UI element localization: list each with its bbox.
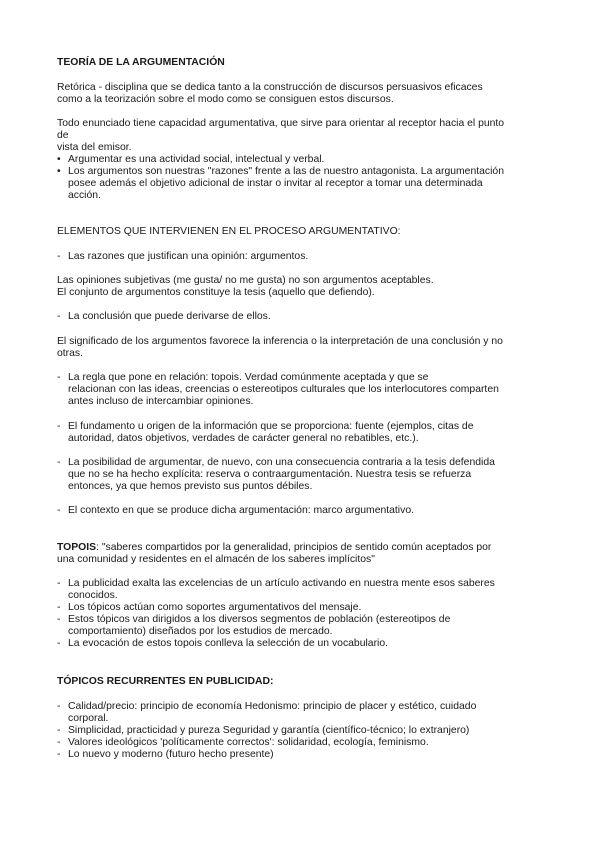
topicos-heading: TÓPICOS RECURRENTES EN PUBLICIDAD: bbox=[57, 676, 274, 687]
list-item-wrapper bbox=[57, 505, 545, 517]
list-item bbox=[57, 311, 545, 323]
list-item bbox=[57, 505, 545, 517]
list-item-line: Valores ideológicos 'políticamente correctos': solidaridad, ecología, feminismo. bbox=[68, 737, 429, 748]
topois-list bbox=[57, 578, 545, 650]
paragraph-line bbox=[57, 542, 545, 554]
dash-marker: - bbox=[57, 251, 61, 262]
list-item bbox=[57, 749, 545, 761]
list-item-line: Simplicidad, practicidad y pureza Seguridad y garantía (científico-técnico; lo extranjero) bbox=[68, 725, 470, 736]
dash-marker: - bbox=[57, 421, 61, 432]
bullet-marker: • bbox=[57, 154, 61, 165]
paragraph-line: Las opiniones subjetivas (me gusta/ no me gusta) no son argumentos aceptables. bbox=[57, 275, 434, 286]
dash-marker: - bbox=[57, 372, 61, 383]
list-item-line: La publicidad exalta las excelencias de un artículo activando en nuestra mente esos saberes bbox=[68, 578, 495, 589]
list-item-line: El contexto en que se produce dicha argumentación: marco argumentativo. bbox=[68, 505, 414, 516]
paragraph-line: otras. bbox=[57, 348, 83, 359]
list-item-line: Estos tópicos van dirigidos a los diversos segmentos de población (estereotipos de bbox=[68, 614, 451, 625]
topicos-list bbox=[57, 701, 545, 761]
list-item-line: La regla que pone en relación: topois. Verdad comúnmente aceptada y que se bbox=[68, 372, 429, 383]
list-item bbox=[57, 372, 545, 408]
dash-marker: - bbox=[57, 505, 61, 516]
page-title: TEORÍA DE LA ARGUMENTACIÓN bbox=[57, 57, 225, 68]
dash-marker: - bbox=[57, 311, 61, 322]
list-item bbox=[57, 701, 545, 725]
list-item bbox=[57, 578, 545, 602]
list-item-line: conocidos. bbox=[68, 590, 118, 601]
paragraph-line: de bbox=[57, 130, 69, 141]
dash-marker: - bbox=[57, 602, 61, 613]
list-item-line: El fundamento u origen de la información que se proporciona: fuente (ejemplos, citas de bbox=[68, 421, 474, 432]
list-item-line: Los argumentos son nuestras "razones" frente a las de nuestro antagonista. La argumentación bbox=[68, 166, 504, 177]
paragraph-line: una comunidad y residentes en el almacén de los saberes implícitos" bbox=[57, 554, 375, 565]
list-item-line: Los tópicos actúan como soportes argumentativos del mensaje. bbox=[68, 602, 362, 613]
significado-paragraph bbox=[57, 336, 545, 360]
list-item-wrapper bbox=[57, 251, 545, 263]
list-item-line: Lo nuevo y moderno (futuro hecho presente) bbox=[68, 749, 274, 760]
list-item bbox=[57, 166, 545, 202]
dash-marker: - bbox=[57, 638, 61, 649]
list-item-line: Argumentar es una actividad social, intelectual y verbal. bbox=[68, 154, 325, 165]
list-item-line: Las razones que justifican una opinión: argumentos. bbox=[68, 251, 309, 262]
list-item-line: autoridad, datos objetivos, verdades de carácter general no rebatibles, etc.). bbox=[68, 433, 419, 444]
paragraph-line: Retórica - disciplina que se dedica tanto a la construcción de discursos persuasivos eficaces bbox=[57, 82, 483, 93]
dash-marker: - bbox=[57, 701, 61, 712]
paragraph-line: Todo enunciado tiene capacidad argumentativa, que sirve para orientar al receptor hacia el punto bbox=[57, 118, 505, 129]
topois-label: TOPOIS bbox=[57, 542, 97, 553]
dash-marker: - bbox=[57, 614, 61, 625]
list-item-wrapper bbox=[57, 372, 545, 408]
topois-definition-text: : "saberes compartidos por la generalidad, principios de sentido común aceptados por bbox=[96, 542, 492, 553]
dash-marker: - bbox=[57, 749, 61, 760]
list-item-line: corporal. bbox=[68, 713, 109, 724]
dash-marker: - bbox=[57, 737, 61, 748]
dash-marker: - bbox=[57, 457, 61, 468]
retorica-paragraph bbox=[57, 82, 545, 106]
list-item-line: que no se ha hecho explícita: reserva o contraargumentación. Nuestra tesis se refuerza bbox=[68, 469, 472, 480]
list-item bbox=[57, 154, 545, 166]
list-item bbox=[57, 457, 545, 493]
list-item-line: posee además el objetivo adicional de instar o invitar al receptor a tomar una determinada bbox=[68, 178, 483, 189]
list-item-wrapper bbox=[57, 311, 545, 323]
list-item-wrapper bbox=[57, 421, 545, 445]
list-item bbox=[57, 614, 545, 638]
list-item bbox=[57, 737, 545, 749]
dash-marker: - bbox=[57, 578, 61, 589]
list-item-line: Calidad/precio: principio de economía Hedonismo: principio de placer y estético, cuidado bbox=[68, 701, 477, 712]
bullet-marker: • bbox=[57, 166, 61, 177]
paragraph-line: El significado de los argumentos favorece la inferencia o la interpretación de una conclusión y no bbox=[57, 336, 503, 347]
list-item bbox=[57, 602, 545, 614]
elementos-heading: ELEMENTOS QUE INTERVIENEN EN EL PROCESO ARGUMENTATIVO: bbox=[57, 226, 401, 237]
list-item bbox=[57, 725, 545, 737]
list-item-line: antes incluso de intercambiar opiniones. bbox=[68, 396, 254, 407]
enunciado-paragraph bbox=[57, 118, 545, 154]
paragraph-line: vista del emisor. bbox=[57, 142, 132, 153]
list-item-line: comportamiento) diseñados por los estudios de mercado. bbox=[68, 626, 333, 637]
list-item-line: entonces, ya que hemos previsto sus puntos débiles. bbox=[68, 481, 313, 492]
list-item-line: La posibilidad de argumentar, de nuevo, con una consecuencia contraria a la tesis defendida bbox=[68, 457, 495, 468]
list-item bbox=[57, 638, 545, 650]
list-item-line: La conclusión que puede derivarse de ellos. bbox=[68, 311, 271, 322]
list-item-line: acción. bbox=[68, 190, 101, 201]
topois-definition bbox=[57, 542, 545, 566]
list-item-line: La evocación de estos topois conlleva la selección de un vocabulario. bbox=[68, 638, 389, 649]
paragraph-line: El conjunto de argumentos constituye la tesis (aquello que defiendo). bbox=[57, 287, 375, 298]
dash-marker: - bbox=[57, 725, 61, 736]
list-item-line: relacionan con las ideas, creencias o estereotipos culturales que los interlocutores comparten bbox=[68, 384, 499, 395]
list-item bbox=[57, 421, 545, 445]
list-item-wrapper bbox=[57, 457, 545, 493]
enunciado-list bbox=[57, 154, 545, 202]
opiniones-paragraph bbox=[57, 275, 545, 299]
list-item bbox=[57, 251, 545, 263]
paragraph-line: como a la teorización sobre el modo como se consiguen estos discursos. bbox=[57, 94, 394, 105]
